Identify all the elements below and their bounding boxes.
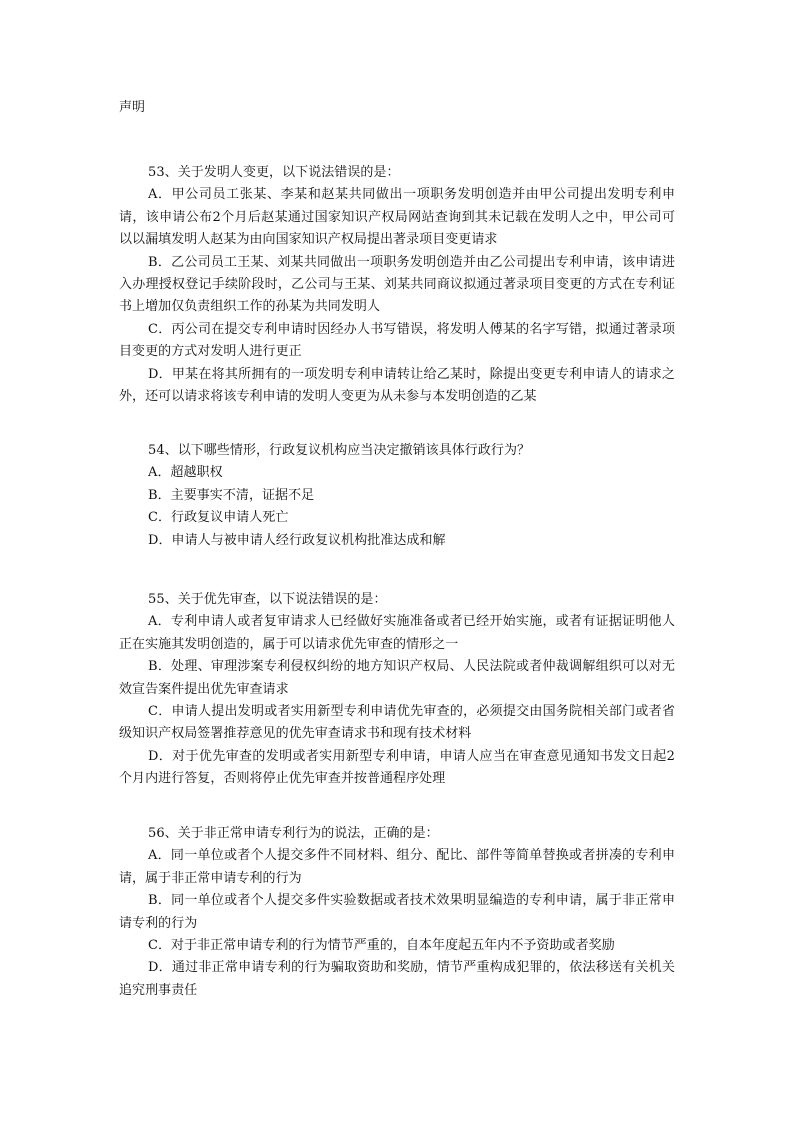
option-d: D．通过非正常申请专利的行为骗取资助和奖励，情节严重构成犯罪的，依法移送有关机关追究刑事责任: [119, 960, 675, 998]
option-c: C．对于非正常申请专利的行为情节严重的，自本年度起五年内不予资助或者奖励: [148, 938, 615, 954]
question-stem: 54、以下哪些情形，行政复议机构应当决定撤销该具体行政行为？: [148, 443, 531, 458]
option-b: B．同一单位或者个人提交多件实验数据或者技术效果明显编造的专利申请，属于非正常申请专利的行为: [119, 893, 675, 931]
option-d: D．申请人与被申请人经行政复议机构批准达成和解: [148, 532, 446, 548]
question-stem: 56、关于非正常申请专利行为的说法，正确的是：: [148, 826, 439, 841]
option-c: C．申请人提出发明或者实用新型专利申请优先审查的，必须提交由国务院相关部门或者省级知识产权局签署推荐意见的优先审查请求书和现有技术材料: [119, 704, 675, 742]
option-a: A．甲公司员工张某、李某和赵某共同做出一项职务发明创造并由甲公司提出发明专利申请，该申请公布2个月后赵某通过国家知识产权局网站查询到其未记载在发明人之中，甲公司可以以漏填发明人赵某为由向国家知识产权局提出著录项目变更请求: [119, 187, 675, 248]
option-b: B．处理、审理涉案专利侵权纠纷的地方知识产权局、人民法院或者仲裁调解组织可以对无效宣告案件提出优先审查请求: [119, 659, 675, 697]
question-55: [119, 589, 675, 791]
option-c: C．行政复议申请人死亡: [148, 510, 289, 526]
question-stem: 53、关于发明人变更，以下说法错误的是：: [148, 165, 400, 180]
page-header: 声明: [119, 100, 146, 115]
option-b: B．乙公司员工王某、刘某共同做出一项职务发明创造并由乙公司提出专利申请，该申请进入办理授权登记手续阶段时，乙公司与王某、刘某共同商议拟通过著录项目变更的方式在专利证书上增加仅负责组织工作的孙某为共同发明人: [119, 254, 675, 315]
option-c: C．丙公司在提交专利申请时因经办人书写错误，将发明人傅某的名字写错，拟通过著录项目变更的方式对发明人进行更正: [119, 321, 675, 360]
option-b: B．主要事实不清，证据不足: [148, 487, 315, 503]
question-stem: 55、关于优先审查，以下说法错误的是：: [148, 592, 387, 607]
option-d: D．甲某在将其所拥有的一项发明专利申请转让给乙某时，除提出变更专利申请人的请求之外，还可以请求将该专利申请的发明人变更为从未参与本发明创造的乙某: [119, 366, 675, 405]
option-a: A．超越职权: [148, 465, 223, 481]
question-56: [119, 823, 675, 1002]
question-54: [119, 440, 675, 552]
option-d: D．对于优先审查的发明或者实用新型专利申请，申请人应当在审查意见通知书发文日起2个月内进行答复，否则将停止优先审查并按普通程序处理: [119, 748, 675, 787]
option-a: A．专利申请人或者复审请求人已经做好实施准备或者已经开始实施，或者有证据证明他人正在实施其发明创造的，属于可以请求优先审查的情形之一: [119, 614, 675, 652]
question-53: [119, 162, 675, 408]
option-a: A．同一单位或者个人提交多件不同材料、组分、配比、部件等简单替换或者拼凑的专利申请，属于非正常申请专利的行为: [119, 848, 675, 886]
